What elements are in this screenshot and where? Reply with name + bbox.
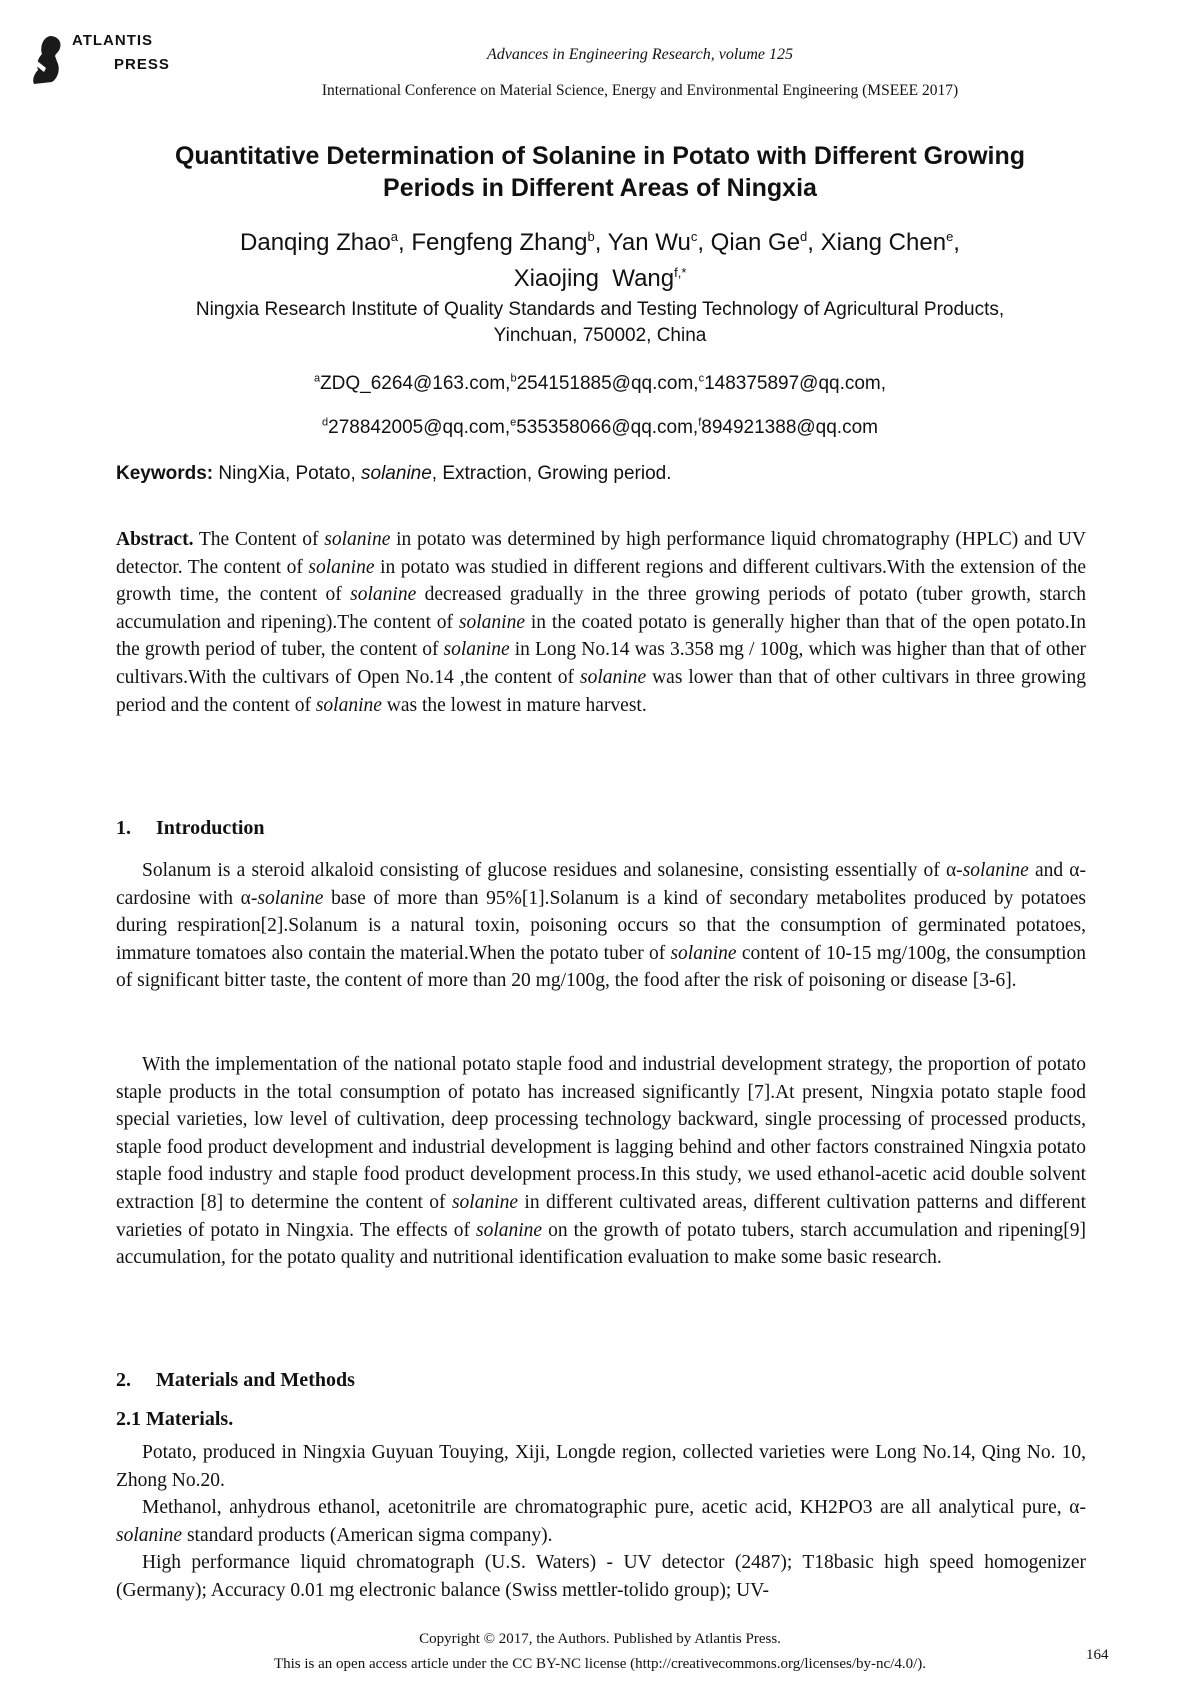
affiliation-line-2: Yinchuan, 750002, China bbox=[493, 325, 707, 346]
author: Danqing Zhao$^a$ bbox=[240, 229, 399, 256]
author: Fengfeng Zhang$^b$ bbox=[411, 229, 595, 256]
email-line-1 bbox=[110, 360, 1090, 403]
section-heading-introduction: 1. Introduction bbox=[116, 817, 265, 839]
journal-header: Advances in Engineering Research, volume 125 bbox=[487, 46, 793, 63]
author: Qian Ge$^d$ bbox=[710, 229, 808, 256]
email-line-2 bbox=[110, 403, 1090, 446]
email-link[interactable]: $^c$148375897@qq.com, bbox=[698, 373, 887, 395]
section-heading-materials-methods: 2. Materials and Methods bbox=[116, 1369, 355, 1391]
author: Yan Wu$^c$ bbox=[607, 229, 698, 256]
logo-line1: ATLANTIS bbox=[72, 32, 154, 49]
email-link[interactable]: $^d$278842005@qq.com, bbox=[322, 416, 511, 438]
intro-paragraph-1: Solanum is a steroid alkaloid consisting of glucose residues and solanesine, consisting essentially of α-solanine and α-cardosine with α-solanine base of more than 95%[1].Solanum is a kind of secondary metabolites produced by potatoes during respiration[2].Solanum is a natural toxin, poisoning occurs so that the consumption of germinated potatoes, immature tomatoes also contain the material.When the potato tuber of solanine content of 10-15 mg/100g, the consumption of significant bitter taste, the content of more than 20 mg/100g, the food after the risk of poisoning or disease [3-6]. bbox=[116, 860, 1087, 992]
abstract-label: Abstract. bbox=[116, 529, 194, 550]
email-list bbox=[110, 360, 1090, 447]
materials-paragraph-2: Methanol, anhydrous ethanol, acetonitrile are chromatographic pure, acetic acid, KH2PO3 are all analytical pure, α-solanine standard products (American sigma company). bbox=[116, 1497, 1086, 1546]
logo-line2: PRESS bbox=[114, 56, 170, 73]
email-link[interactable]: $^e$535358066@qq.com, bbox=[510, 416, 699, 438]
author-line-2 bbox=[110, 258, 1090, 294]
email-link[interactable]: $^f$894921388@qq.com bbox=[698, 416, 878, 438]
abstract: Abstract. The Content of solanine in potato was determined by high performance liquid chromatography (HPLC) and UV detector. The content of solanine in potato was studied in different regions and different cultivars.With the extension of the growth time, the content of solanine decreased gradually in the three growing periods of potato (tuber growth, starch accumulation and ripening).The content of solanine in the coated potato is generally higher than that of the open potato.In the growth period of tuber, the content of solanine in Long No.14 was 3.358 mg / 100g, which was higher than that of other cultivars.With the cultivars of Open No.14 ,the content of solanine was lower than that of other cultivars in three growing period and the content of solanine was the lowest in mature harvest. bbox=[116, 529, 1086, 716]
keywords: Keywords: NingXia, Potato, solanine, Extraction, Growing period. bbox=[116, 463, 672, 484]
page-number: 164 bbox=[1086, 1647, 1109, 1663]
author-list bbox=[110, 222, 1090, 294]
intro-paragraph-2: With the implementation of the national potato staple food and industrial development strategy, the proportion of potato staple products in the total consumption of potato has increased significantly [7].At present, Ningxia potato staple food special varieties, low level of cultivation, deep processing technology backward, single processing of processed products, staple food product development and industrial development is lagging behind and other factors constrained Ningxia potato staple food industry and staple food product development process.In this study, we used ethanol-acetic acid double solvent extraction [8] to determine the content of solanine in different cultivated areas, different cultivation patterns and different varieties of potato in Ningxia. The effects of solanine on the growth of potato tubers, starch accumulation and ripening[9] accumulation, for the potato quality and nutritional identification evaluation to make some basic research. bbox=[116, 1054, 1086, 1269]
conference-header: International Conference on Material Science, Energy and Environmental Engineering (MSEEE 2017) bbox=[321, 82, 959, 99]
materials-paragraph-1: Potato, produced in Ningxia Guyuan Touying, Xiji, Longde region, collected varieties were Long No.14, Qing No. 10, Zhong No.20. bbox=[116, 1442, 1086, 1491]
affiliation-line-1: Ningxia Research Institute of Quality Standards and Testing Technology of Agricultural Products, bbox=[195, 299, 1005, 320]
email-link[interactable]: $^b$254151885@qq.com, bbox=[510, 373, 699, 395]
title-line-2: Periods in Different Areas of Ningxia bbox=[383, 174, 817, 202]
copyright-notice: Copyright © 2017, the Authors. Published by Atlantis Press. bbox=[419, 1631, 781, 1647]
affiliation bbox=[110, 297, 1090, 349]
materials-paragraph-3: High performance liquid chromatograph (U.S. Waters) - UV detector (2487); T18basic high speed homogenizer (Germany); Accuracy 0.01 mg electronic balance (Swiss mettler-tolido group); UV- bbox=[116, 1552, 1086, 1601]
license-notice[interactable]: This is an open access article under the CC BY-NC license (http://creativecommons.org/licenses/by-nc/4.0/). bbox=[273, 1656, 927, 1672]
paper-title bbox=[110, 140, 1090, 204]
title-line-1: Quantitative Determination of Solanine in Potato with Different Growing bbox=[174, 142, 1026, 170]
author: Xiaojing Wang$^{f,*}$ bbox=[513, 265, 687, 292]
author: Xiang Chen$^e$ bbox=[820, 229, 954, 256]
author-line-1: Danqing Zhao$^a$, Fengfeng Zhang$^b$, Yan Wu$^c$, Qian Ge$^d$, Xiang Chen$^e$, bbox=[240, 229, 960, 256]
email-link[interactable]: $^a$ZDQ_6264@163.com, bbox=[313, 373, 511, 395]
subsection-heading-materials: 2.1 Materials. bbox=[116, 1408, 234, 1430]
keywords-label: Keywords: bbox=[116, 463, 214, 484]
